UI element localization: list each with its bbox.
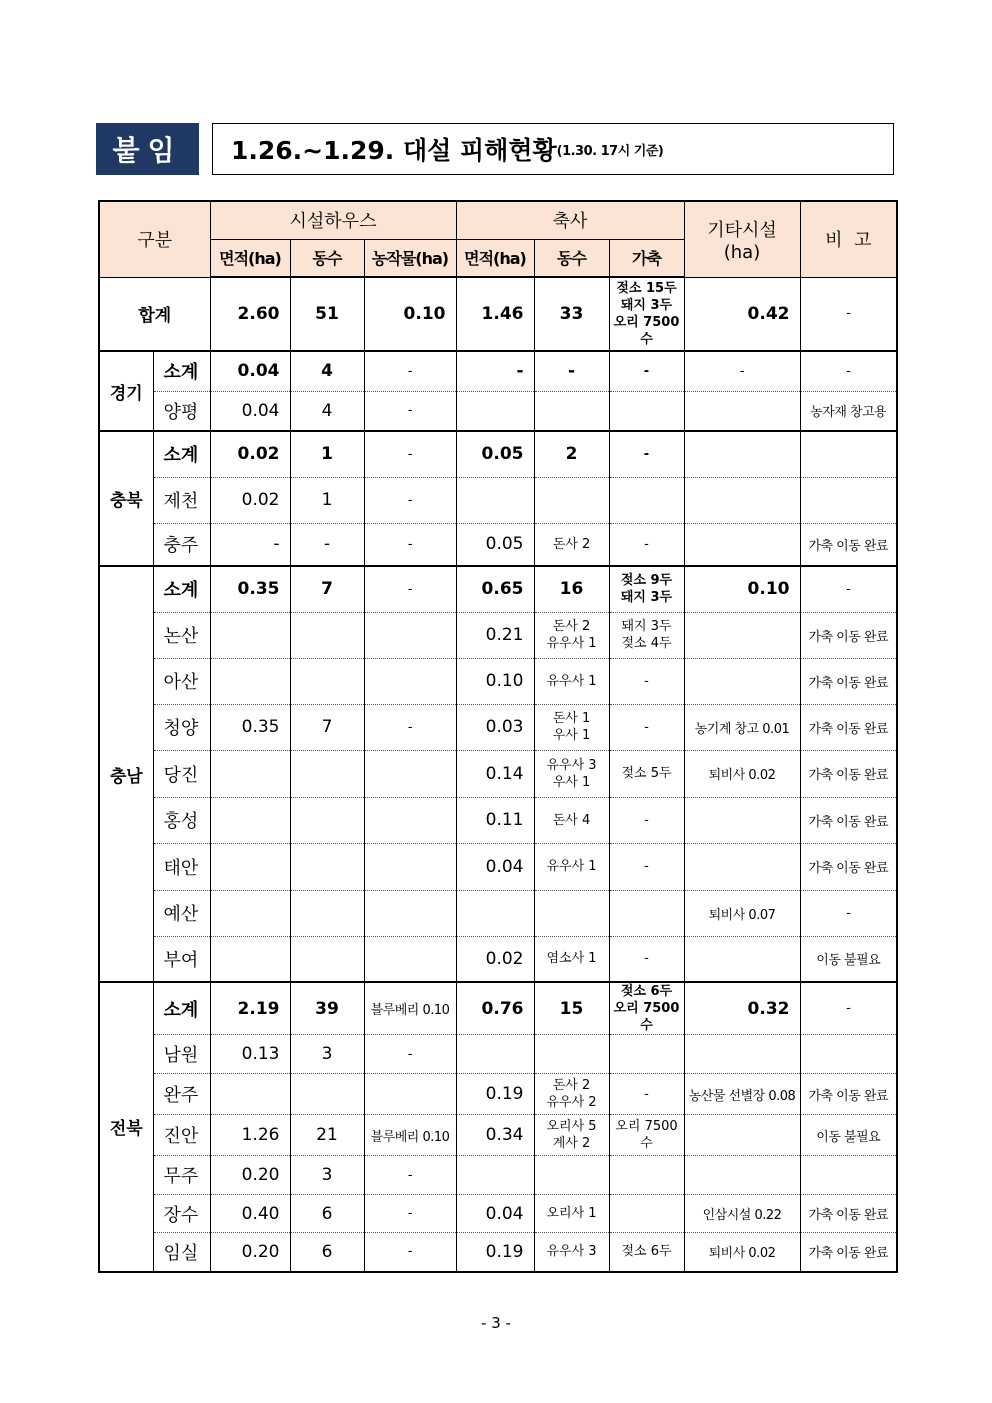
note-cell: 이동 불필요 — [800, 936, 897, 982]
table-row — [99, 1035, 897, 1074]
ls-count-line: 오리사 1 — [546, 1206, 597, 1221]
header-other-label: 기타시설 — [707, 219, 777, 241]
ls-animal-line: 젖소 6두 — [621, 1244, 672, 1260]
house-crop-cell: - — [364, 1195, 456, 1233]
table-row — [99, 890, 897, 936]
other-facility-cell — [684, 1035, 800, 1074]
ls-area-cell: 0.76 — [456, 982, 534, 1035]
other-facility-cell: - — [684, 351, 800, 391]
house-crop-cell: - — [364, 431, 456, 477]
table-row — [99, 351, 897, 391]
ls-animal-line: 젖소 5두 — [621, 766, 672, 781]
ls-count-line: 돈사 1 — [552, 711, 591, 726]
total-note: - — [800, 277, 897, 351]
ls-animals-cell — [609, 704, 684, 750]
header-ls-count: 동수 — [534, 239, 609, 277]
ls-animals-cell — [609, 612, 684, 658]
sub-region-label: 소계 — [153, 566, 210, 612]
ls-animals-cell — [609, 523, 684, 566]
ls-area-cell: 0.04 — [456, 843, 534, 890]
house-crop-cell — [364, 750, 456, 797]
ls-area-cell: 0.19 — [456, 1233, 534, 1272]
page-number: - 3 - — [481, 1314, 511, 1332]
house-count-cell — [290, 936, 364, 982]
title-area — [96, 123, 896, 177]
ls-count-cell: - — [534, 351, 609, 391]
note-cell: 가축 이동 완료 — [800, 704, 897, 750]
house-area-cell: 0.35 — [210, 704, 290, 750]
house-count-cell: 39 — [290, 982, 364, 1035]
house-count-cell — [290, 612, 364, 658]
total-house-count: 51 — [290, 277, 364, 351]
ls-animal-line: - — [644, 951, 649, 967]
note-cell: 가축 이동 완료 — [800, 1233, 897, 1272]
ls-animal-line: 오리 7500수 — [613, 1001, 680, 1033]
ls-count-line: 돈사 4 — [552, 812, 591, 828]
other-facility-cell: 인삼시설 0.22 — [684, 1195, 800, 1233]
ls-animals-cell — [609, 658, 684, 704]
ls-count-line: 우사 1 — [552, 728, 591, 743]
table-row — [99, 612, 897, 658]
sub-region-label: 부여 — [153, 936, 210, 982]
house-count-cell — [290, 750, 364, 797]
sub-region-label: 청양 — [153, 704, 210, 750]
sub-region-label: 임실 — [153, 1233, 210, 1272]
table-row — [99, 1074, 897, 1115]
ls-count-line: 유우사 2 — [546, 1095, 597, 1110]
table-row — [99, 431, 897, 477]
other-facility-cell: 0.32 — [684, 982, 800, 1035]
ls-count-cell — [534, 843, 609, 890]
other-facility-cell — [684, 797, 800, 843]
other-facility-cell: 퇴비사 0.02 — [684, 1233, 800, 1272]
ls-count-cell — [534, 797, 609, 843]
note-cell: 가축 이동 완료 — [800, 612, 897, 658]
ls-count-cell — [534, 890, 609, 936]
note-cell: 가축 이동 완료 — [800, 843, 897, 890]
note-cell — [800, 431, 897, 477]
sub-region-label: 논산 — [153, 612, 210, 658]
note-cell: 가축 이동 완료 — [800, 1195, 897, 1233]
house-count-cell: 4 — [290, 351, 364, 391]
ls-count-line: 염소사 1 — [546, 951, 597, 967]
house-crop-cell — [364, 797, 456, 843]
ls-count-cell: 15 — [534, 982, 609, 1035]
ls-area-cell: 0.14 — [456, 750, 534, 797]
other-facility-cell — [684, 936, 800, 982]
total-ls-area: 1.46 — [456, 277, 534, 351]
ls-animal-line: - — [644, 673, 649, 689]
table-row — [99, 704, 897, 750]
ls-area-cell: 0.21 — [456, 612, 534, 658]
table-row — [99, 566, 897, 612]
other-facility-cell: 퇴비사 0.07 — [684, 890, 800, 936]
total-ls-animal-line: 젖소 15두 — [616, 281, 677, 296]
ls-animals-cell — [609, 477, 684, 523]
sub-region-label: 무주 — [153, 1156, 210, 1195]
ls-animal-line: - — [644, 536, 649, 552]
ls-count-line: 오리사 5 — [546, 1119, 597, 1134]
note-cell: 이동 불필요 — [800, 1115, 897, 1156]
ls-count-cell: 2 — [534, 431, 609, 477]
ls-count-cell — [534, 1156, 609, 1195]
ls-animals-cell — [609, 431, 684, 477]
other-facility-cell — [684, 523, 800, 566]
ls-animals-cell — [609, 566, 684, 612]
ls-animal-line: - — [644, 859, 649, 874]
house-count-cell — [290, 843, 364, 890]
other-facility-cell: 농산물 선별장 0.08 — [684, 1074, 800, 1115]
table-row — [99, 797, 897, 843]
ls-count-line: 계사 2 — [552, 1136, 591, 1151]
house-count-cell: - — [290, 523, 364, 566]
ls-animals-cell — [609, 843, 684, 890]
ls-animals-cell — [609, 1115, 684, 1156]
ls-count-line: 돈사 2 — [552, 1078, 591, 1093]
header-house-area: 면적(ha) — [210, 239, 290, 277]
total-ls-animal-line: 돼지 3두 — [620, 298, 673, 313]
other-facility-cell — [684, 658, 800, 704]
ls-area-cell: 0.10 — [456, 658, 534, 704]
ls-area-cell — [456, 477, 534, 523]
ls-animal-line: 젖소 9두 — [620, 573, 673, 589]
house-count-cell: 21 — [290, 1115, 364, 1156]
table-row — [99, 523, 897, 566]
region-name: 충북 — [99, 431, 153, 566]
house-area-cell: 2.19 — [210, 982, 290, 1035]
house-crop-cell — [364, 658, 456, 704]
house-area-cell — [210, 843, 290, 890]
ls-animal-line: - — [644, 812, 649, 828]
header-other-unit: (ha) — [723, 241, 761, 263]
ls-count-cell — [534, 704, 609, 750]
ls-area-cell: 0.34 — [456, 1115, 534, 1156]
ls-count-line: 유우사 1 — [546, 673, 597, 689]
ls-area-cell: 0.19 — [456, 1074, 534, 1115]
note-cell: - — [800, 566, 897, 612]
house-count-cell: 1 — [290, 477, 364, 523]
ls-area-cell — [456, 1156, 534, 1195]
ls-count-cell — [534, 477, 609, 523]
house-area-cell — [210, 1074, 290, 1115]
house-crop-cell — [364, 890, 456, 936]
house-count-cell: 7 — [290, 566, 364, 612]
ls-count-cell — [534, 1233, 609, 1272]
other-facility-cell: 농기계 창고 0.01 — [684, 704, 800, 750]
ls-count-line: 돈사 2 — [552, 536, 591, 552]
note-cell — [800, 1035, 897, 1074]
house-crop-cell: - — [364, 1035, 456, 1074]
house-count-cell: 4 — [290, 391, 364, 431]
house-crop-cell: - — [364, 351, 456, 391]
sub-region-label: 아산 — [153, 658, 210, 704]
sub-region-label: 양평 — [153, 391, 210, 431]
ls-area-cell: 0.05 — [456, 523, 534, 566]
house-crop-cell: - — [364, 1233, 456, 1272]
house-area-cell — [210, 936, 290, 982]
house-area-cell: - — [210, 523, 290, 566]
house-area-cell — [210, 890, 290, 936]
house-count-cell: 7 — [290, 704, 364, 750]
sub-region-label: 완주 — [153, 1074, 210, 1115]
house-crop-cell: - — [364, 1156, 456, 1195]
house-area-cell: 0.35 — [210, 566, 290, 612]
ls-count-line: 유우사 3 — [546, 757, 597, 773]
house-area-cell: 0.02 — [210, 477, 290, 523]
ls-animals-cell — [609, 797, 684, 843]
total-ls-animals — [609, 277, 684, 351]
ls-animals-cell — [609, 391, 684, 431]
header-house-crop: 농작물(ha) — [364, 239, 456, 277]
ls-count-cell — [534, 391, 609, 431]
header-livestock: 축사 — [456, 201, 684, 239]
ls-count-cell — [534, 1074, 609, 1115]
other-facility-cell — [684, 612, 800, 658]
house-area-cell — [210, 797, 290, 843]
ls-count-cell — [534, 1195, 609, 1233]
sub-region-label: 진안 — [153, 1115, 210, 1156]
house-area-cell: 0.40 — [210, 1195, 290, 1233]
ls-animals-cell — [609, 936, 684, 982]
ls-animals-cell — [609, 1035, 684, 1074]
ls-count-cell — [534, 658, 609, 704]
house-count-cell: 1 — [290, 431, 364, 477]
house-area-cell — [210, 612, 290, 658]
ls-count-cell — [534, 750, 609, 797]
ls-count-line: 우사 1 — [552, 774, 591, 790]
sub-region-label: 당진 — [153, 750, 210, 797]
table-row — [99, 658, 897, 704]
region-name: 충남 — [99, 566, 153, 982]
sub-region-label: 장수 — [153, 1195, 210, 1233]
sub-region-label: 태안 — [153, 843, 210, 890]
note-cell: 가축 이동 완료 — [800, 1074, 897, 1115]
house-crop-cell — [364, 1074, 456, 1115]
sub-region-label: 소계 — [153, 431, 210, 477]
note-cell: 가축 이동 완료 — [800, 658, 897, 704]
total-other: 0.42 — [684, 277, 800, 351]
ls-animal-line: - — [643, 446, 650, 462]
note-cell: 가축 이동 완료 — [800, 523, 897, 566]
house-crop-cell: - — [364, 391, 456, 431]
header-category: 구분 — [99, 201, 210, 277]
house-crop-cell: - — [364, 523, 456, 566]
house-crop-cell — [364, 936, 456, 982]
ls-area-cell: 0.03 — [456, 704, 534, 750]
house-crop-cell: - — [364, 566, 456, 612]
ls-area-cell — [456, 1035, 534, 1074]
ls-count-cell — [534, 1035, 609, 1074]
table-body — [99, 277, 897, 1272]
other-facility-cell — [684, 431, 800, 477]
ls-animals-cell — [609, 982, 684, 1035]
header-note: 비 고 — [800, 201, 897, 277]
table-row — [99, 1156, 897, 1195]
region-name: 전북 — [99, 982, 153, 1272]
other-facility-cell — [684, 1115, 800, 1156]
total-row — [99, 277, 897, 351]
other-facility-cell — [684, 391, 800, 431]
header-ls-area: 면적(ha) — [456, 239, 534, 277]
sub-region-label: 홍성 — [153, 797, 210, 843]
sub-region-label: 소계 — [153, 982, 210, 1035]
note-cell: 가축 이동 완료 — [800, 750, 897, 797]
ls-count-cell: 16 — [534, 566, 609, 612]
damage-table — [98, 200, 898, 1273]
ls-animals-cell — [609, 351, 684, 391]
ls-count-cell — [534, 612, 609, 658]
other-facility-cell: 퇴비사 0.02 — [684, 750, 800, 797]
ls-animal-line: - — [644, 719, 649, 735]
table-row — [99, 1115, 897, 1156]
ls-animal-line: 돼지 3두 — [621, 619, 672, 634]
title-main: 1.26.~1.29. 대설 피해현황 — [231, 136, 557, 165]
ls-animals-cell — [609, 1156, 684, 1195]
ls-animals-cell — [609, 1233, 684, 1272]
sub-region-label: 예산 — [153, 890, 210, 936]
house-area-cell: 0.20 — [210, 1233, 290, 1272]
house-area-cell: 1.26 — [210, 1115, 290, 1156]
ls-area-cell: 0.04 — [456, 1195, 534, 1233]
ls-animals-cell — [609, 1195, 684, 1233]
title-sub: (1.30. 17시 기준) — [556, 143, 664, 159]
ls-animal-line: 돼지 3두 — [620, 590, 673, 606]
total-house-area: 2.60 — [210, 277, 290, 351]
ls-animal-line: 젖소 6두 — [620, 984, 673, 999]
ls-area-cell: 0.02 — [456, 936, 534, 982]
table-row — [99, 936, 897, 982]
ls-count-line: 유우사 3 — [546, 1244, 597, 1260]
ls-area-cell — [456, 890, 534, 936]
total-ls-count: 33 — [534, 277, 609, 351]
ls-animal-line: 젖소 4두 — [621, 636, 672, 651]
ls-count-cell — [534, 936, 609, 982]
house-area-cell: 0.20 — [210, 1156, 290, 1195]
ls-area-cell: - — [456, 351, 534, 391]
other-facility-cell: 0.10 — [684, 566, 800, 612]
table-row — [99, 391, 897, 431]
table-row — [99, 1195, 897, 1233]
note-cell: 가축 이동 완료 — [800, 797, 897, 843]
house-area-cell — [210, 658, 290, 704]
total-label: 합계 — [99, 277, 210, 351]
house-count-cell — [290, 658, 364, 704]
house-count-cell — [290, 1074, 364, 1115]
ls-area-cell: 0.65 — [456, 566, 534, 612]
house-area-cell: 0.04 — [210, 391, 290, 431]
note-cell: - — [800, 351, 897, 391]
table-row — [99, 750, 897, 797]
ls-count-line: 유우사 1 — [546, 636, 597, 651]
table-row — [99, 843, 897, 890]
note-cell: - — [800, 982, 897, 1035]
house-area-cell: 0.04 — [210, 351, 290, 391]
attachment-badge: 붙임 — [96, 123, 199, 175]
house-count-cell: 3 — [290, 1156, 364, 1195]
ls-animals-cell — [609, 1074, 684, 1115]
header-ls-animals: 가축 — [609, 239, 684, 277]
ls-count-line: 유우사 1 — [546, 859, 597, 874]
house-area-cell: 0.13 — [210, 1035, 290, 1074]
sub-region-label: 남원 — [153, 1035, 210, 1074]
house-crop-cell: - — [364, 477, 456, 523]
ls-animal-line: - — [643, 363, 650, 379]
house-crop-cell: 블루베리 0.10 — [364, 1115, 456, 1156]
ls-animals-cell — [609, 750, 684, 797]
sub-region-label: 제천 — [153, 477, 210, 523]
ls-count-cell — [534, 1115, 609, 1156]
header-house-count: 동수 — [290, 239, 364, 277]
house-crop-cell: - — [364, 704, 456, 750]
house-count-cell: 6 — [290, 1195, 364, 1233]
house-crop-cell — [364, 612, 456, 658]
ls-area-cell: 0.05 — [456, 431, 534, 477]
total-house-crop: 0.10 — [364, 277, 456, 351]
ls-animal-line: - — [644, 1086, 649, 1102]
sub-region-label: 충주 — [153, 523, 210, 566]
ls-animal-line: 오리 7500수 — [615, 1119, 678, 1151]
header-house: 시설하우스 — [210, 201, 456, 239]
table-row — [99, 477, 897, 523]
ls-area-cell — [456, 391, 534, 431]
house-count-cell — [290, 890, 364, 936]
house-count-cell: 6 — [290, 1233, 364, 1272]
ls-count-cell — [534, 523, 609, 566]
region-name: 경기 — [99, 351, 153, 431]
house-crop-cell — [364, 843, 456, 890]
total-ls-animal-line: 오리 7500수 — [613, 315, 680, 347]
note-cell — [800, 1156, 897, 1195]
note-cell: 농자재 창고용 — [800, 391, 897, 431]
other-facility-cell — [684, 1156, 800, 1195]
other-facility-cell — [684, 477, 800, 523]
house-count-cell: 3 — [290, 1035, 364, 1074]
other-facility-cell — [684, 843, 800, 890]
ls-animals-cell — [609, 890, 684, 936]
document-title — [212, 123, 894, 175]
ls-area-cell: 0.11 — [456, 797, 534, 843]
header-other — [684, 201, 800, 277]
house-area-cell: 0.02 — [210, 431, 290, 477]
house-area-cell — [210, 750, 290, 797]
note-cell: - — [800, 890, 897, 936]
house-count-cell — [290, 797, 364, 843]
note-cell — [800, 477, 897, 523]
house-crop-cell: 블루베리 0.10 — [364, 982, 456, 1035]
table-row — [99, 1233, 897, 1272]
ls-count-line: 돈사 2 — [552, 619, 591, 634]
sub-region-label: 소계 — [153, 351, 210, 391]
table-row — [99, 982, 897, 1035]
